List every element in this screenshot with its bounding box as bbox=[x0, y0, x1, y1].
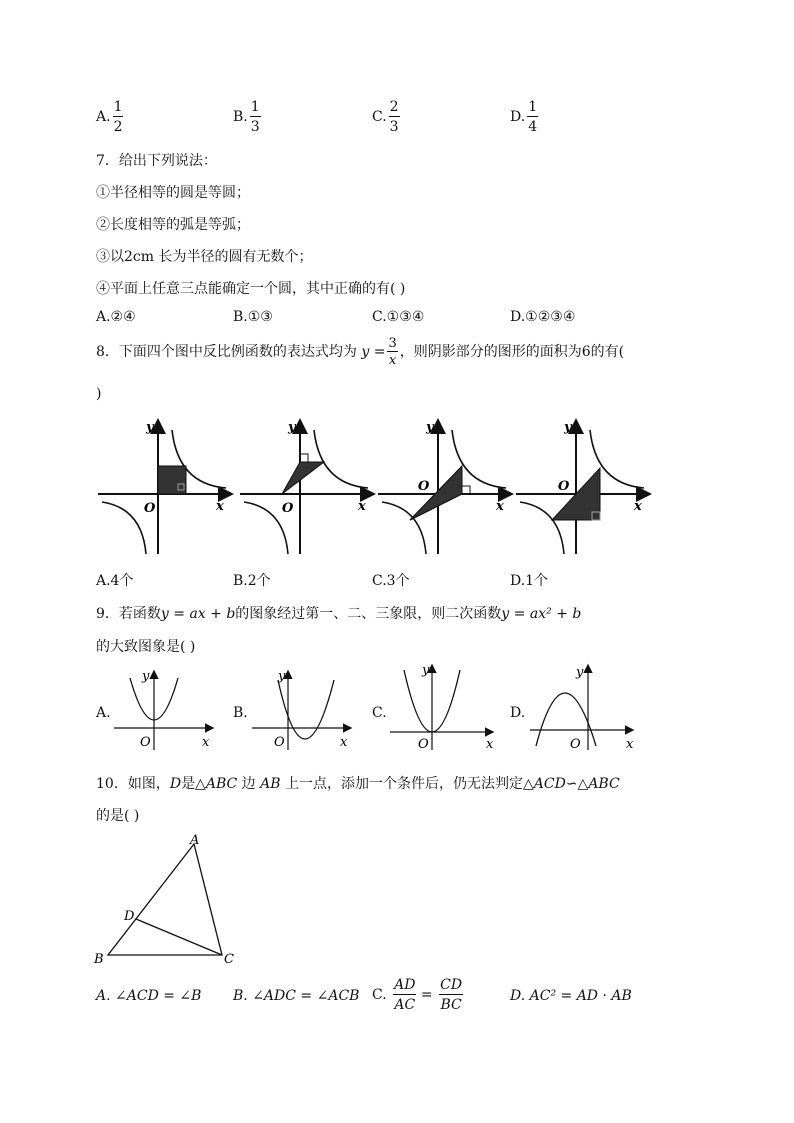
q8-stem-line2: ) bbox=[96, 386, 102, 402]
hyperbola-branch bbox=[102, 502, 146, 554]
y-label: y bbox=[422, 663, 430, 678]
q9-stem: 9．若函数y = ax + b的图象经过第一、二、三象限，则二次函数y = ax² + b bbox=[96, 606, 582, 622]
x-label: x bbox=[358, 499, 366, 514]
q8-option-b: B.2个 bbox=[233, 573, 271, 589]
q8-figure-3 bbox=[374, 414, 516, 558]
q7-stem: 7．给出下列说法： bbox=[96, 153, 217, 169]
point-a-label: A bbox=[190, 833, 200, 848]
q10-stem-line2: 的是( ) bbox=[96, 808, 140, 824]
q10-option-a: A. ∠ACD = ∠B bbox=[96, 988, 202, 1004]
q7-statement-4: ④平面上任意三点能确定一个圆，其中正确的有( ) bbox=[96, 281, 406, 297]
q8-option-a: A.4个 bbox=[96, 573, 134, 589]
right-angle-mark bbox=[462, 486, 470, 494]
q9-figure-a bbox=[110, 666, 218, 752]
hyperbola-branch bbox=[314, 430, 368, 488]
origin-label: O bbox=[418, 479, 430, 494]
x-label: x bbox=[634, 499, 642, 514]
q9-label-a: A. bbox=[96, 705, 111, 721]
q9-label-c: C. bbox=[372, 705, 387, 721]
x-label: x bbox=[202, 735, 210, 750]
q10-triangle-figure bbox=[90, 830, 250, 970]
origin-label: O bbox=[144, 501, 156, 516]
origin-label: O bbox=[418, 737, 429, 752]
q9-figure-d bbox=[526, 660, 638, 752]
x-label: x bbox=[340, 735, 348, 750]
q9-label-d: D. bbox=[510, 705, 526, 721]
q8-figure-1 bbox=[94, 414, 236, 558]
y-label: y bbox=[278, 669, 286, 684]
q7-option-d: D.①②③④ bbox=[510, 309, 576, 325]
q8-option-c: C.3个 bbox=[372, 573, 410, 589]
q9-figure-b bbox=[248, 666, 356, 752]
shaded-triangle bbox=[282, 462, 324, 494]
q10-option-d: D. AC² = AD · AB bbox=[510, 988, 632, 1004]
q9-label-b: B. bbox=[233, 705, 248, 721]
q6-option-a: A. $\frac{1}{2}$ bbox=[96, 99, 123, 135]
q7-statement-1: ①半径相等的圆是等圆； bbox=[96, 185, 250, 201]
q8-figure-4 bbox=[512, 414, 654, 558]
parabola bbox=[278, 680, 334, 739]
q6-option-b: B. $\frac{1}{3}$ bbox=[233, 99, 260, 135]
q8-expr: y = bbox=[361, 344, 386, 360]
x-label: x bbox=[486, 737, 494, 752]
q10-stem: 10．如图，D是△ABC 边 AB 上一点，添加一个条件后，仍无法判定△ACD∽△ABC bbox=[96, 776, 620, 792]
x-label: x bbox=[216, 499, 224, 514]
y-label: y bbox=[564, 420, 572, 435]
point-c-label: C bbox=[224, 952, 234, 967]
y-label: y bbox=[426, 420, 434, 435]
hyperbola-branch bbox=[520, 502, 564, 554]
q7-option-b: B.①③ bbox=[233, 309, 273, 325]
y-label: y bbox=[576, 665, 584, 680]
x-label: x bbox=[496, 499, 504, 514]
origin-label: O bbox=[140, 735, 151, 750]
y-label: y bbox=[142, 669, 150, 684]
q8-stem: 8．下面四个图中反比例函数的表达式均为 y = $\frac{3}{x}$ ，则阴影部分的图形的面积为6的有( bbox=[96, 336, 625, 368]
segment-cd bbox=[136, 919, 222, 955]
q9-stem-line2: 的大致图象是( ) bbox=[96, 639, 196, 655]
point-d-label: D bbox=[124, 909, 135, 924]
parabola bbox=[536, 693, 596, 746]
x-label: x bbox=[626, 737, 634, 752]
q6-option-c: C. $\frac{2}{3}$ bbox=[372, 99, 399, 135]
q9-linear-expr: y = ax + b bbox=[160, 606, 236, 622]
q8-option-d: D.1个 bbox=[510, 573, 549, 589]
origin-label: O bbox=[274, 735, 285, 750]
right-angle-mark bbox=[300, 454, 308, 462]
q7-statement-3: ③以2cm 长为半径的圆有无数个； bbox=[96, 249, 313, 265]
q10-option-b: B. ∠ADC = ∠ACB bbox=[233, 988, 360, 1004]
q9-figure-c bbox=[386, 660, 498, 752]
q6-option-d: D. $\frac{1}{4}$ bbox=[510, 99, 538, 135]
q7-statement-2: ②长度相等的弧是等弧； bbox=[96, 217, 250, 233]
y-label: y bbox=[288, 420, 296, 435]
y-label: y bbox=[146, 420, 154, 435]
origin-label: O bbox=[558, 479, 570, 494]
q9-quadratic-expr: y = ax² + b bbox=[501, 606, 582, 622]
point-b-label: B bbox=[94, 952, 104, 967]
q7-option-c: C.①③④ bbox=[372, 309, 425, 325]
triangle-abc bbox=[108, 844, 222, 955]
q7-option-a: A.②④ bbox=[96, 309, 136, 325]
origin-label: O bbox=[282, 501, 294, 516]
q10-option-c: C. $\frac{AD}{AC}$ = $\frac{CD}{BC}$ bbox=[372, 977, 463, 1013]
q8-figure-2 bbox=[236, 414, 378, 558]
origin-label: O bbox=[570, 737, 581, 752]
